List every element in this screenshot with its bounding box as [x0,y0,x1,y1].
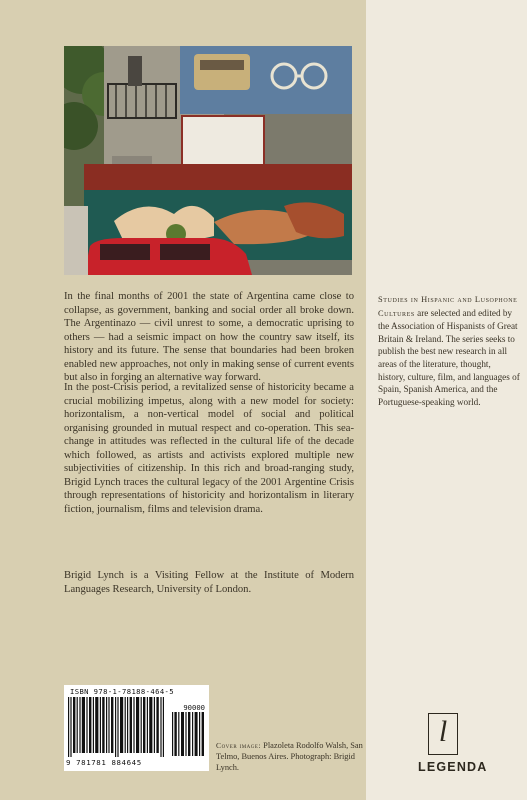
monogram-letter: l [438,715,448,748]
barcode-digits: 9 781781 884645 [66,758,142,767]
series-title: Studies in Hispanic and Lusophone Cultures [378,295,518,318]
blurb-paragraph-2: In the post-Crisis period, a revitalized sense of historicity became a crucial mobilizing impetus, along with a new model for society: horizontalism, a non-vertical model of social and political organising grounded in mutual respect and co-operation. This sea-change in attitudes was reflected in the cultural life of the decade which followed, as artists and activists explored multiple new subjectivities of citizenship. In this rich and broad-ranging study, Brigid Lynch traces the cultural legacy of the 2001 Argentine Crisis through representations of historicity and horizontalism in literary fiction, journalism, films and television drama. [64,382,354,515]
isbn-barcode [64,685,209,771]
series-description [378,293,520,408]
barcode-bars [68,697,166,757]
cover-image-credit [216,741,366,773]
author-bio: Brigid Lynch is a Visiting Fellow at the Institute of Modern Languages Research, University of London. [64,570,354,595]
cover-image-label: Cover image: [216,741,262,750]
cover-photograph [64,46,352,275]
cover-image-text: Plazoleta Rodolfo Walsh, San Telmo, Buenos Aires. Photograph: Brigid Lynch. [216,741,363,772]
series-text: are selected and edited by the Association of Hispanists of Great Britain & Ireland. The series seeks to publish the best new research in all areas of the literature, thought, history, culture, film, and languages of Spain, Spanish America, and the Portuguese-speaking world. [378,307,520,407]
price-addon-bars [172,712,206,756]
isbn-number: ISBN 978-1-78188-464-5 [70,687,174,696]
price-code: 90000 [183,703,205,712]
blurb-paragraph-1: In the final months of 2001 the state of Argentina came close to collapse, as government, banking and social order all broke down. The Argentinazo — civil unrest to some, a democratic uprising to others — had a seismic impact on how the country saw itself, its history and its future. The sense that boundaries had been broken enabled new approaches, not only in making sense of current events but also in forging an alternative way forward. [64,291,354,383]
legenda-logo-monogram [428,713,458,755]
legenda-wordmark: LEGENDA [418,760,488,774]
